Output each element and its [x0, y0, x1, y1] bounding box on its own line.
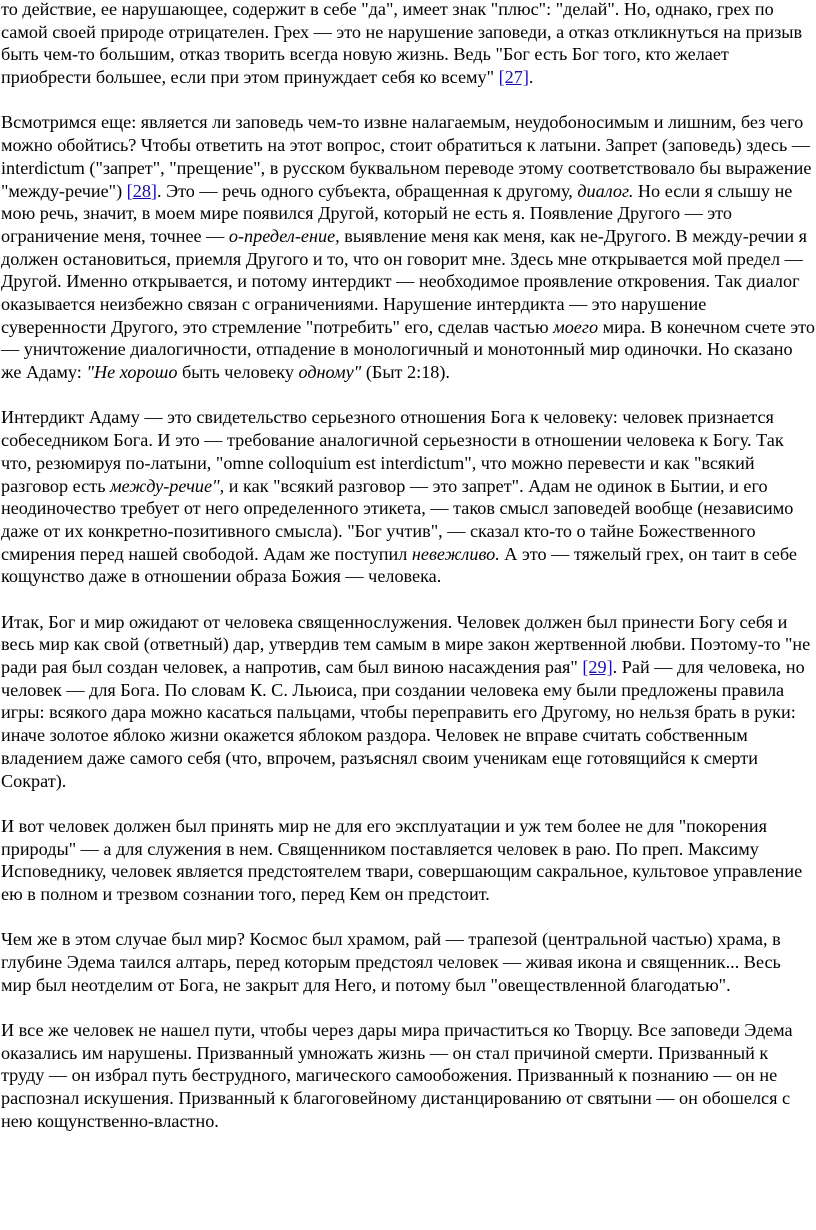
footnote-link-28[interactable]: [28]: [126, 180, 157, 201]
paragraph-text: . Рай — для человека, но человек — для Бога. По словам К. С. Льюиса, при создании человека ему были предложены правила игры: всякого дара можно касаться пальцами, чтобы переправить его Другому, но нельзя брать в руки: иначе золотое яблоко жизни окажется яблоком раздора. Человек не вправе считать собственным владением даже самого себя (что, впрочем, разъяснял своим ученикам еще готовящийся к смерти Сократ).: [1, 657, 805, 791]
paragraph-text: Чем же в этом случае был мир? Космос был храмом, рай — трапезой (центральной частью) храма, в глубине Эдема таился алтарь, перед которым предстоял человек — живая икона и священник... Весь мир был неотделим от Бога, не закрыт для Него, и потому был "овеществленной благодатью".: [1, 929, 781, 995]
emphasis-text: между-речие",: [110, 475, 225, 496]
paragraph-2: [1, 111, 815, 383]
paragraph-text: . Это — речь одного субъекта, обращенная к другому,: [156, 180, 578, 201]
footnote-link-27[interactable]: [27]: [498, 67, 529, 88]
emphasis-text: моего: [553, 316, 599, 337]
paragraph-6: [1, 928, 815, 996]
paragraph-text: Но если я слышу не мою речь, значит, в моем мире появился Другой, который не есть я. Появление Другого — это ограничение меня, точнее —: [1, 180, 793, 246]
paragraph-text: и как "всякий разговор — это запрет". Адам не одинок в Бытии, и его неодиночество требует от него определенного этикета, — таков смысл заповедей вообще (независимо даже от их конкретно-позитивного смысла). "Бог учтив", — сказал кто-то о тайне Божественного смирения перед нашей свободой. Адам же поступил: [1, 475, 794, 564]
paragraph-text: Всмотримся еще: является ли заповедь чем-то извне налагаемым, неудобоносимым и лишним, без чего можно обойтись? Чтобы ответить на этот вопрос, стоит обратиться к латыни. Запрет (заповедь) здесь — interdictum ("запрет", "прещение", в русском буквальном переводе этому соответствовало бы выражение "между-речие"): [1, 112, 812, 201]
paragraph-text: И вот человек должен был принять мир не для его эксплуатации и уж тем более не для "покорения природы" — а для служения в нем. Священником поставляется человек в раю. По преп. Максиму Исповеднику, человек является предстоятелем твари, совершающим сакральное, культовое управление ею в полном и трезвом сознании того, перед Кем он предстоит.: [1, 815, 803, 904]
emphasis-text: о-предел-ение,: [228, 225, 340, 246]
paragraph-3: [1, 406, 815, 588]
paragraph-text: выявление меня как меня, как не-Другого. В между-речии я должен остановиться, приемля Другого и то, что он говорит мне. Здесь мне открывается мой предел — Другой. Именно открывается, и потому интердикт — необходимое проявление откровения. Так диалог оказывается неизбежно связан с ограничениями. Нарушение интердикта — это нарушение суверенности Другого, это стремление "потребить" его, сделав частью: [1, 225, 808, 337]
emphasis-text: "Не хорошо: [86, 362, 178, 383]
paragraph-text: Интердикт Адаму — это свидетельство серьезного отношения Бога к человеку: человек признается собеседником Бога. И это — требование аналогичной серьезности в отношении человека к Богу. Так что, резюмируя по-латыни, "omne colloquium est interdictum", что можно перевести и как "всякий разговор есть: [1, 407, 784, 496]
paragraph-7: [1, 1019, 815, 1133]
paragraph-5: [1, 815, 815, 906]
paragraph-text: (Быт 2:18).: [361, 362, 450, 383]
paragraph-text: мира. В конечном счете это — уничтожение диалогичности, отпадение в монологичный и монотонный мир одиночки. Но сказано же Адаму:: [1, 316, 815, 383]
paragraph-text: .: [528, 67, 534, 88]
emphasis-text: невежливо.: [411, 543, 500, 564]
paragraph-text: И все же человек не нашел пути, чтобы через дары мира причаститься ко Творцу. Все заповеди Эдема оказались им нарушены. Призванный умножать жизнь — он стал причиной смерти. Призванный к труду — он избрал путь беструдного, магического самообожения. Призванный к познанию — он не распознал искушения. Призванный к благоговейному дистанцированию от святыни — он обошелся с нею кощунственно-властно.: [1, 1019, 793, 1131]
paragraph-text: то действие, ее нарушающее, содержит в себе "да", имеет знак "плюс": "делай". Но, однако, грех по самой своей природе отрицателен. Грех — это не нарушение заповеди, а отказ откликнуться на призыв быть чем-то большим, отказ творить всегда новую жизнь. Ведь "Бог есть Бог того, кто желает приобрести большее, если при этом принуждает себя ко всему": [1, 0, 803, 88]
emphasis-text: одному": [298, 362, 362, 383]
paragraph-text: А это — тяжелый грех, он таит в себе кощунство даже в отношении образа Божия — человека.: [1, 543, 797, 587]
paragraph-1: [1, 0, 815, 89]
paragraph-text: Итак, Бог и мир ожидают от человека священнослужения. Человек должен был принести Богу себя и весь мир как свой (ответный) дар, утвердив тем самым в мире закон жертвенной любви. Поэтому-то "не ради рая был создан человек, а напротив, сам был виною насаждения рая": [1, 611, 811, 678]
footnote-link-29[interactable]: [29]: [582, 657, 613, 678]
paragraph-text: быть человеку: [177, 362, 299, 383]
emphasis-text: диалог.: [577, 180, 634, 201]
paragraph-4: [1, 611, 815, 793]
